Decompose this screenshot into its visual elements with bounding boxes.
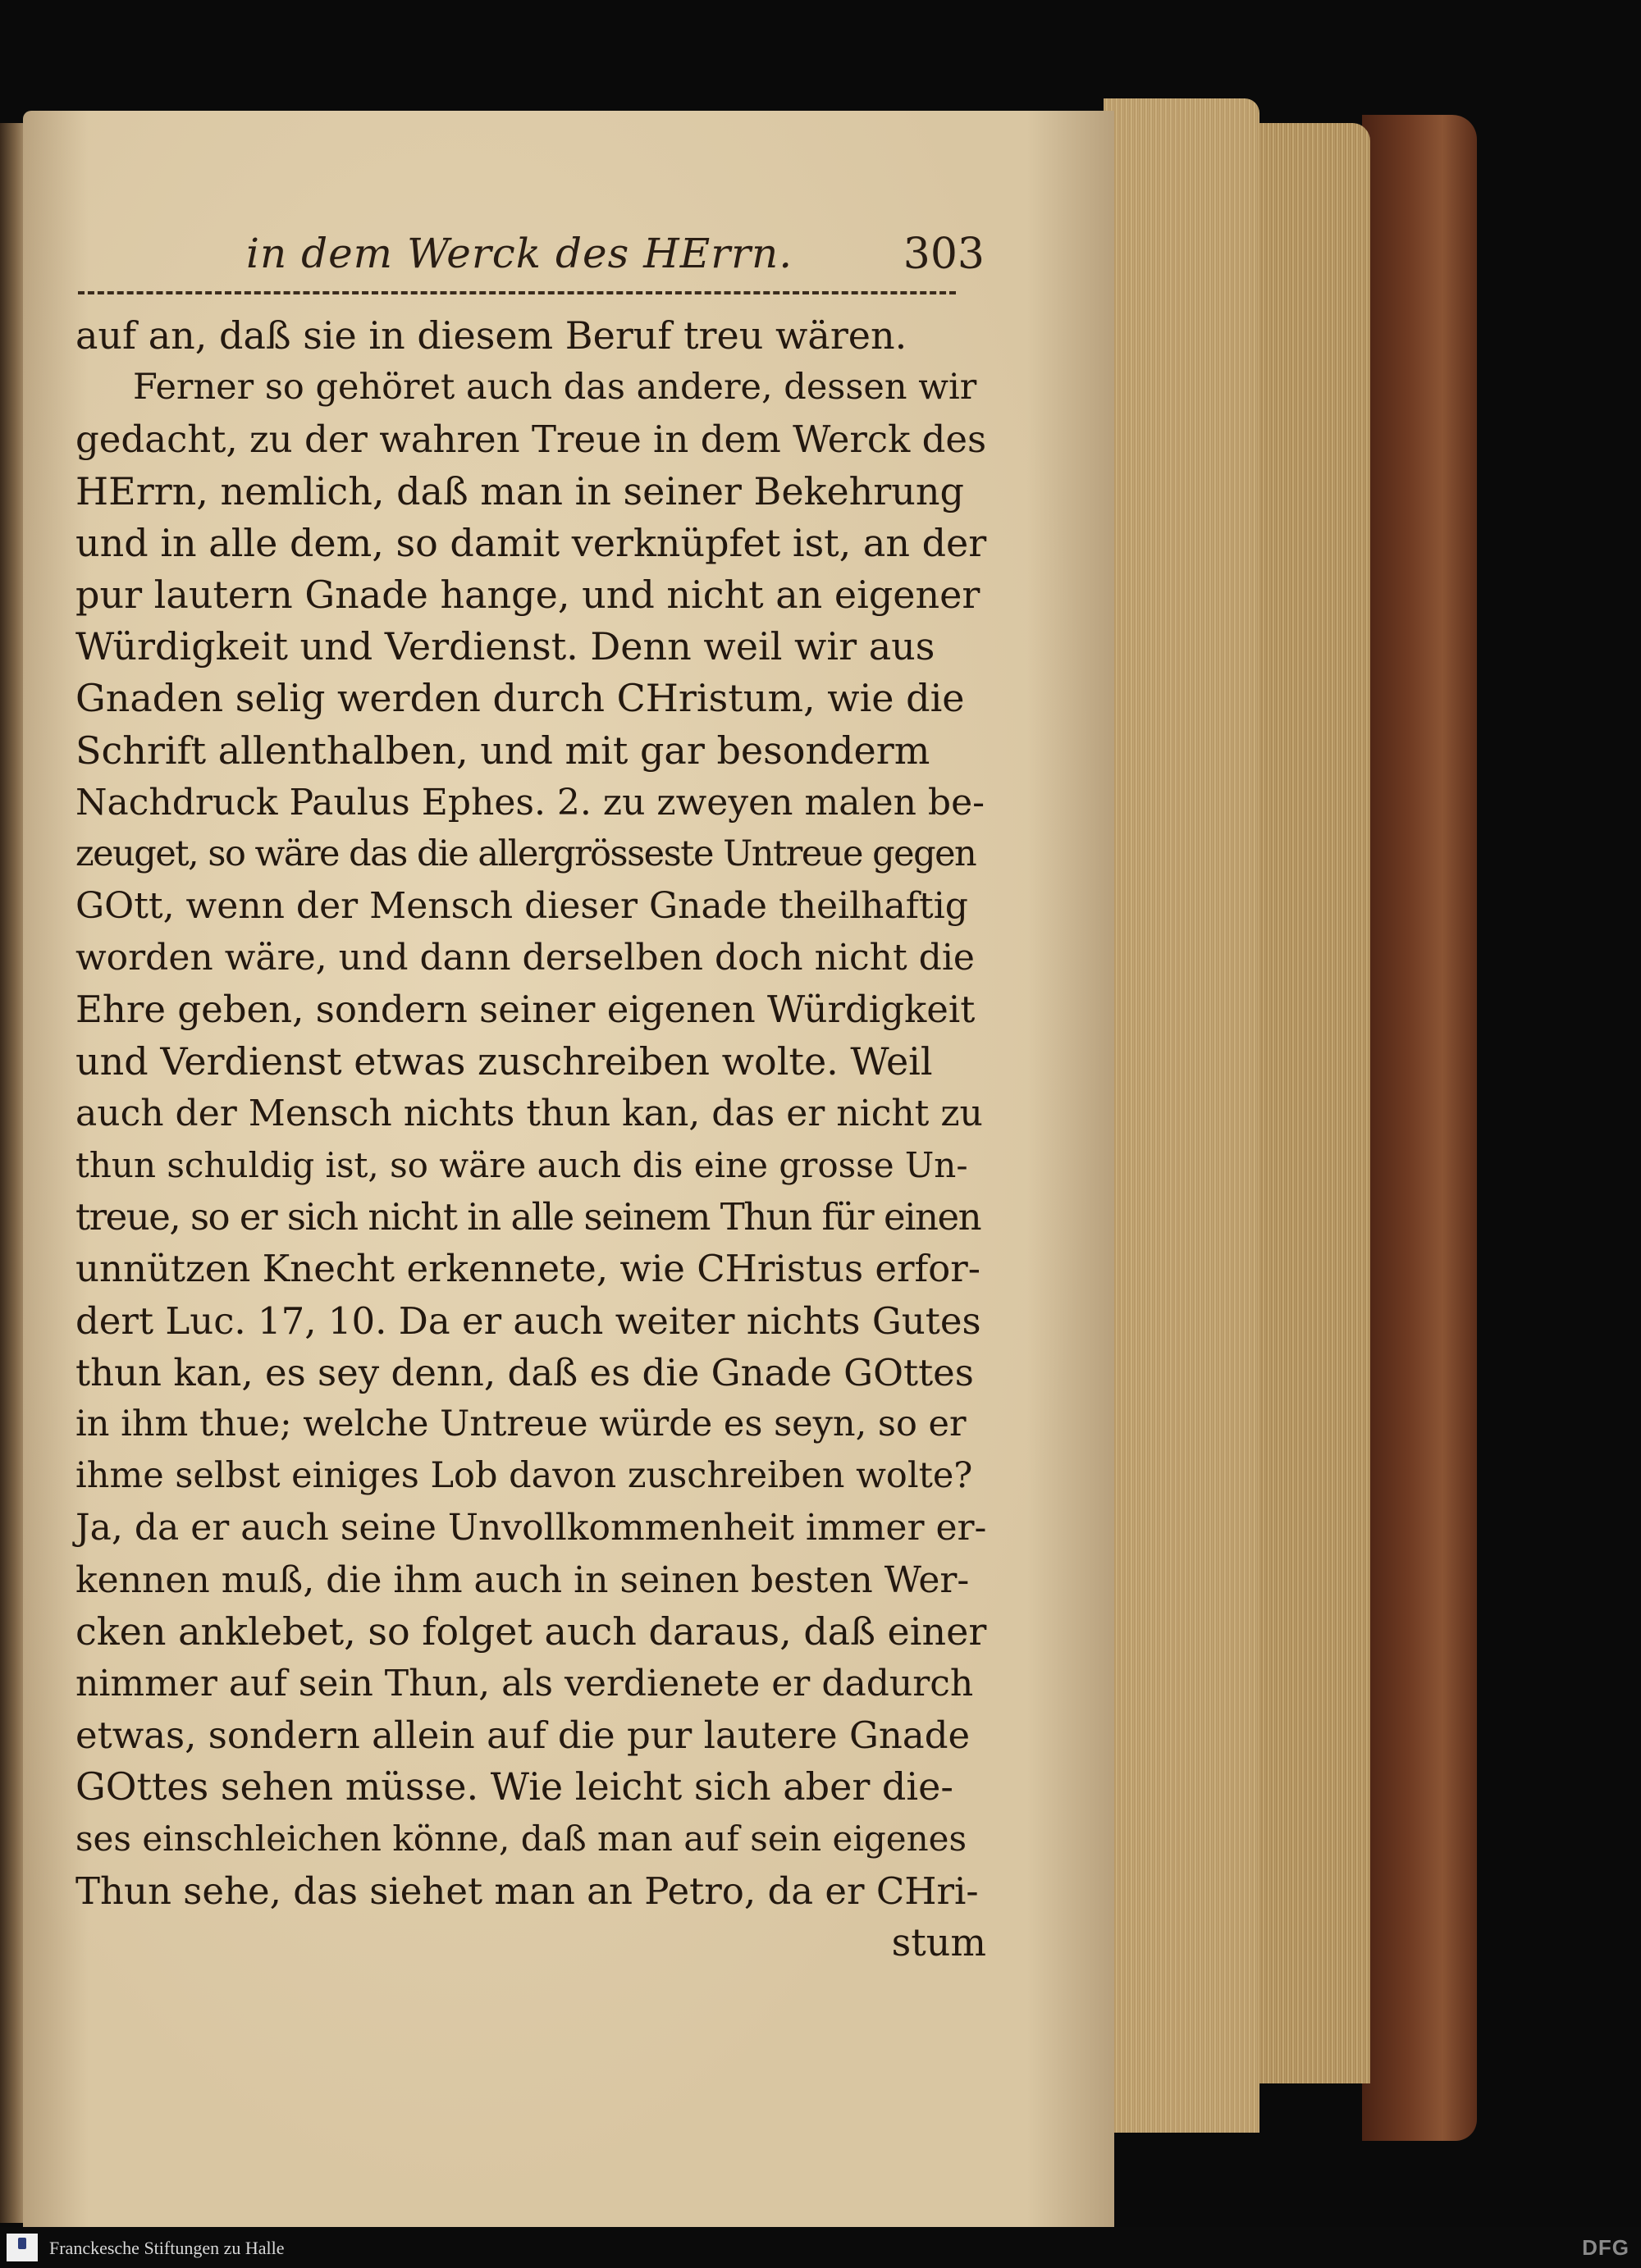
text-line: etwas, sondern allein auf die pur lautere Gnade bbox=[75, 1714, 971, 1758]
text-line: GOtt, wenn der Mensch dieser Gnade theilhaftig bbox=[75, 885, 968, 928]
text-line: thun schuldig ist, so wäre auch dis eine grosse Un- bbox=[75, 1145, 968, 1185]
text-line: treue, so er sich nicht in alle seinem Thun für einen bbox=[75, 1195, 981, 1239]
book-cover bbox=[1362, 115, 1477, 2141]
text-line: kennen muß, die ihm auch in seinen besten Wer- bbox=[75, 1558, 970, 1601]
text-line: Schrift allenthalben, und mit gar besonderm bbox=[75, 728, 930, 773]
text-line: ihme selbst einiges Lob davon zuschreiben wolte? bbox=[75, 1455, 973, 1497]
text-line: GOttes sehen müsse. Wie leicht sich aber die- bbox=[75, 1764, 953, 1809]
text-line: nimmer auf sein Thun, als verdienete er dadurch bbox=[75, 1662, 974, 1704]
catchword: stum bbox=[891, 1919, 986, 1965]
text-line: Ja, da er auch seine Unvollkommenheit immer er- bbox=[75, 1507, 987, 1549]
body-text bbox=[75, 310, 986, 1969]
text-line: dert Luc. 17, 10. Da er auch weiter nichts Gutes bbox=[75, 1298, 981, 1343]
text-line: unnützen Knecht erkennete, wie CHristus erfor- bbox=[75, 1247, 980, 1291]
running-head bbox=[82, 230, 985, 287]
text-line: auf an, daß sie in diesem Beruf treu wären. bbox=[75, 313, 907, 358]
text-line: cken anklebet, so folget auch daraus, daß einer bbox=[75, 1609, 987, 1654]
text-line: Ehre geben, sondern seiner eigenen Würdigkeit bbox=[75, 988, 976, 1032]
text-line: auch der Mensch nichts thun kan, das er nicht zu bbox=[75, 1092, 983, 1134]
text-line: gedacht, zu der wahren Treue in dem Werck des bbox=[75, 418, 987, 462]
text-line: in ihm thue; welche Untreue würde es seyn, so er bbox=[75, 1403, 967, 1444]
text-line: und Verdienst etwas zuschreiben wolte. Weil bbox=[75, 1038, 933, 1084]
text-line: Gnaden selig werden durch CHristum, wie die bbox=[75, 676, 965, 721]
institution-logo-icon bbox=[7, 2234, 38, 2261]
text-line: Nachdruck Paulus Ephes. 2. zu zweyen malen be- bbox=[75, 781, 985, 824]
text-line: thun kan, es sey denn, daß es die Gnade GOttes bbox=[75, 1350, 974, 1394]
footer-institution: Franckesche Stiftungen zu Halle bbox=[49, 2238, 285, 2258]
running-title: in dem Werck des HErrn. bbox=[246, 230, 793, 277]
page-block-edge bbox=[1104, 98, 1259, 2133]
text-line: und in alle dem, so damit verknüpfet ist, an der bbox=[75, 520, 987, 565]
text-line: worden wäre, und dann derselben doch nicht die bbox=[75, 937, 975, 979]
text-line: Thun sehe, das siehet man an Petro, da er CHri- bbox=[75, 1869, 979, 1913]
page-number: 303 bbox=[903, 230, 985, 279]
page-block-edge-back bbox=[1255, 123, 1370, 2083]
text-line: HErrn, nemlich, daß man in seiner Bekehrung bbox=[75, 468, 964, 513]
text-line: pur lautern Gnade hange, und nicht an eigener bbox=[75, 572, 980, 617]
text-line: Ferner so gehöret auch das andere, dessen wir bbox=[133, 367, 977, 408]
text-line: ses einschleichen könne, daß man auf sein eigenes bbox=[75, 1819, 967, 1860]
footer-bar bbox=[0, 2227, 1641, 2268]
head-rule bbox=[78, 291, 956, 294]
dfg-logo: DFG bbox=[1582, 2235, 1630, 2260]
text-line: zeuget, so wäre das die allergrösseste Untreue gegen bbox=[75, 833, 976, 874]
text-line: Würdigkeit und Verdienst. Denn weil wir aus bbox=[75, 624, 935, 669]
